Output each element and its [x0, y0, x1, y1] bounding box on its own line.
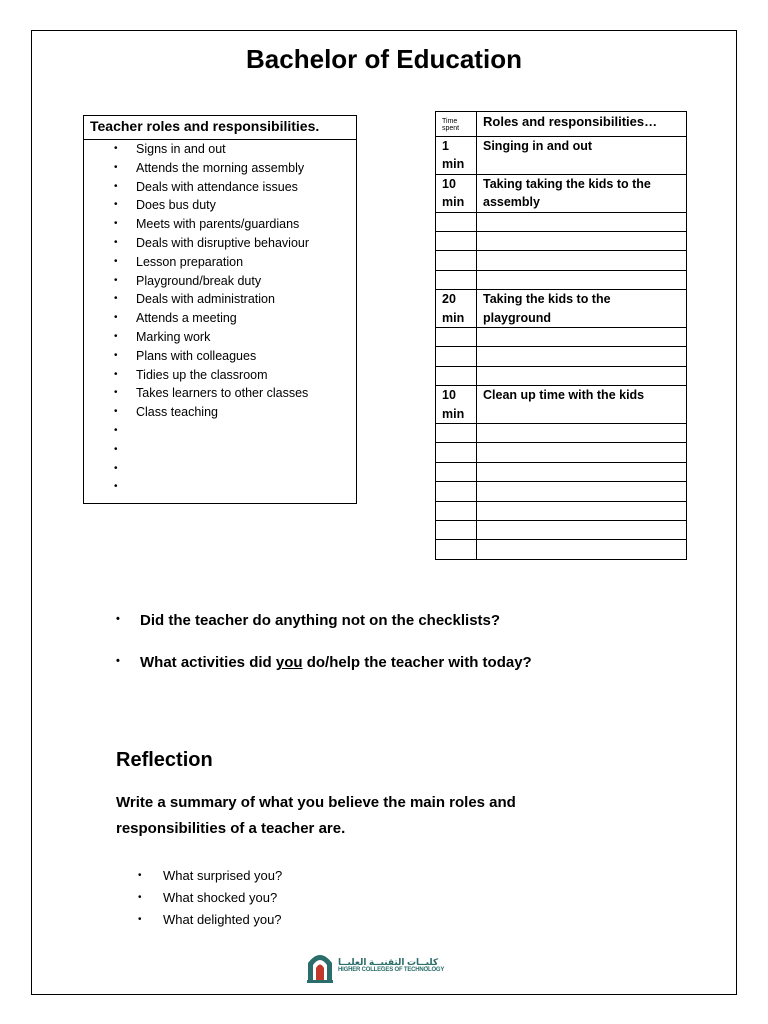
- checklist-item: [84, 309, 356, 328]
- role-cell: Clean up time with the kids: [477, 386, 687, 424]
- checklist-item: [84, 272, 356, 291]
- bullet-icon: •: [114, 143, 118, 154]
- checklist-item-label: Lesson preparation: [136, 254, 244, 269]
- time-cell: [436, 270, 477, 289]
- checklist-item: [84, 384, 356, 403]
- checklist-item-label: Attends a meeting: [136, 311, 237, 326]
- table-row: [436, 482, 687, 501]
- time-table: [435, 111, 687, 560]
- time-cell: 10 min: [436, 174, 477, 212]
- questions-list: [116, 612, 532, 696]
- role-cell: [477, 423, 687, 442]
- bullet-icon: •: [114, 274, 118, 286]
- bullet-icon: •: [116, 613, 120, 625]
- time-cell: [436, 501, 477, 520]
- question-2-emphasis: you: [275, 654, 303, 671]
- bullet-icon: •: [114, 199, 118, 211]
- checklist-item-label: Deals with disruptive behaviour: [136, 235, 310, 250]
- roles-checklist-header: Teacher roles and responsibilities.: [84, 116, 356, 140]
- checklist-item: [84, 215, 356, 234]
- checklist-item: [84, 196, 356, 215]
- time-cell: [436, 520, 477, 539]
- bullet-icon: •: [138, 870, 142, 881]
- table-row: [436, 443, 687, 462]
- table-row: [436, 520, 687, 539]
- checklist-item-label: Deals with administration: [136, 292, 275, 307]
- reflection-prompts: [138, 865, 282, 931]
- role-cell: Singing in and out: [477, 137, 687, 175]
- checklist-item-label: Class teaching: [136, 405, 218, 420]
- question-2-suffix: do/help the teacher with today?: [302, 654, 532, 671]
- time-header: Time spent: [436, 112, 477, 137]
- bullet-icon: •: [114, 406, 118, 418]
- prompt-label: What shocked you?: [163, 890, 278, 905]
- bullet-icon: •: [114, 236, 118, 248]
- checklist-item: [84, 328, 356, 347]
- time-cell: [436, 366, 477, 385]
- table-row: [436, 174, 687, 212]
- role-cell: [477, 366, 687, 385]
- bullet-icon: •: [114, 312, 118, 324]
- checklist-item: [84, 178, 356, 197]
- checklist-item: [84, 140, 356, 159]
- checklist-item: [84, 253, 356, 272]
- bullet-icon: •: [116, 655, 120, 667]
- page-title: Bachelor of Education: [246, 44, 522, 74]
- checklist-item: [84, 290, 356, 309]
- time-cell: 1 min: [436, 137, 477, 175]
- role-cell: [477, 482, 687, 501]
- role-cell: [477, 251, 687, 270]
- role-cell: Taking taking the kids to the assembly: [477, 174, 687, 212]
- logo-text: [338, 958, 444, 974]
- checklist-item: [84, 159, 356, 178]
- checklist-item: [84, 347, 356, 366]
- bullet-icon: •: [114, 443, 118, 455]
- table-row: [436, 328, 687, 347]
- role-cell: Taking the kids to the playground: [477, 290, 687, 328]
- checklist-item: [84, 478, 356, 497]
- time-cell: [436, 347, 477, 366]
- time-cell: [436, 212, 477, 231]
- college-emblem-icon: [305, 949, 335, 983]
- bullet-icon: •: [114, 387, 118, 399]
- bullet-icon: •: [114, 255, 118, 267]
- table-row: [436, 366, 687, 385]
- table-row: [436, 137, 687, 175]
- bullet-icon: •: [114, 481, 118, 493]
- time-cell: [436, 482, 477, 501]
- checklist-item-label: Takes learners to other classes: [136, 386, 309, 401]
- table-row: [436, 540, 687, 559]
- college-logo: [305, 949, 444, 983]
- checklist-item: [84, 366, 356, 385]
- checklist-item: [84, 422, 356, 441]
- table-row: [436, 290, 687, 328]
- role-cell: [477, 462, 687, 481]
- time-cell: [436, 540, 477, 559]
- time-cell: [436, 423, 477, 442]
- table-row: [436, 462, 687, 481]
- checklist-item-label: Does bus duty: [136, 198, 216, 213]
- bullet-icon: •: [138, 892, 142, 903]
- table-row: [436, 423, 687, 442]
- logo-arabic: كليــات التقنيــة العليــا: [338, 957, 439, 967]
- time-cell: [436, 251, 477, 270]
- role-cell: [477, 347, 687, 366]
- role-cell: [477, 520, 687, 539]
- time-cell: [436, 232, 477, 251]
- table-row: [436, 251, 687, 270]
- time-cell: [436, 328, 477, 347]
- time-cell: [436, 443, 477, 462]
- bullet-icon: •: [114, 161, 118, 173]
- prompt-item: [138, 887, 282, 909]
- checklist-item-label: Signs in and out: [136, 142, 226, 156]
- bullet-icon: •: [114, 349, 118, 361]
- time-cell: [436, 462, 477, 481]
- question-1: Did the teacher do anything not on the checklists?: [140, 612, 501, 629]
- checklist-item-label: Deals with attendance issues: [136, 179, 298, 194]
- time-table-body: [436, 137, 687, 560]
- role-cell: [477, 270, 687, 289]
- role-cell: [477, 540, 687, 559]
- checklist-item: [84, 441, 356, 460]
- logo-english: HIGHER COLLEGES OF TECHNOLOGY: [338, 967, 445, 973]
- table-row: [436, 232, 687, 251]
- role-cell: [477, 212, 687, 231]
- reflection-heading: Reflection: [116, 749, 213, 771]
- question-2-prefix: What activities did: [140, 654, 276, 671]
- checklist-item-label: Meets with parents/guardians: [136, 217, 300, 232]
- question-item: [116, 612, 532, 654]
- checklist-item: [84, 460, 356, 479]
- role-cell: [477, 232, 687, 251]
- checklist-item: [84, 234, 356, 253]
- time-cell: 20 min: [436, 290, 477, 328]
- bullet-icon: •: [114, 218, 118, 230]
- roles-list: [84, 140, 356, 497]
- checklist-item: [84, 403, 356, 422]
- checklist-item-label: Attends the morning assembly: [136, 160, 305, 175]
- roles-checklist: [83, 115, 357, 504]
- bullet-icon: •: [114, 424, 118, 436]
- table-row: [436, 501, 687, 520]
- bullet-icon: •: [114, 330, 118, 342]
- role-cell: [477, 443, 687, 462]
- question-item: [116, 654, 532, 696]
- bullet-icon: •: [138, 914, 142, 925]
- bullet-icon: •: [114, 180, 118, 192]
- prompt-item: [138, 909, 282, 931]
- role-cell: [477, 328, 687, 347]
- table-row: [436, 347, 687, 366]
- bullet-icon: •: [114, 293, 118, 305]
- reflection-text: Write a summary of what you believe the main roles and responsibilities of a teacher are.: [116, 794, 516, 837]
- table-row: [436, 386, 687, 424]
- bullet-icon: •: [114, 462, 118, 474]
- checklist-item-label: Playground/break duty: [136, 273, 262, 288]
- table-row: [436, 270, 687, 289]
- time-cell: 10 min: [436, 386, 477, 424]
- table-row: [436, 212, 687, 231]
- prompt-item: [138, 865, 282, 887]
- checklist-item-label: Tidies up the classroom: [136, 367, 268, 382]
- checklist-item-label: Marking work: [136, 329, 211, 344]
- role-cell: [477, 501, 687, 520]
- prompt-label: What surprised you?: [163, 868, 283, 883]
- roles-header: Roles and responsibilities…: [477, 112, 687, 137]
- checklist-item-label: Plans with colleagues: [136, 348, 257, 363]
- prompt-label: What delighted you?: [163, 912, 282, 927]
- bullet-icon: •: [114, 368, 118, 380]
